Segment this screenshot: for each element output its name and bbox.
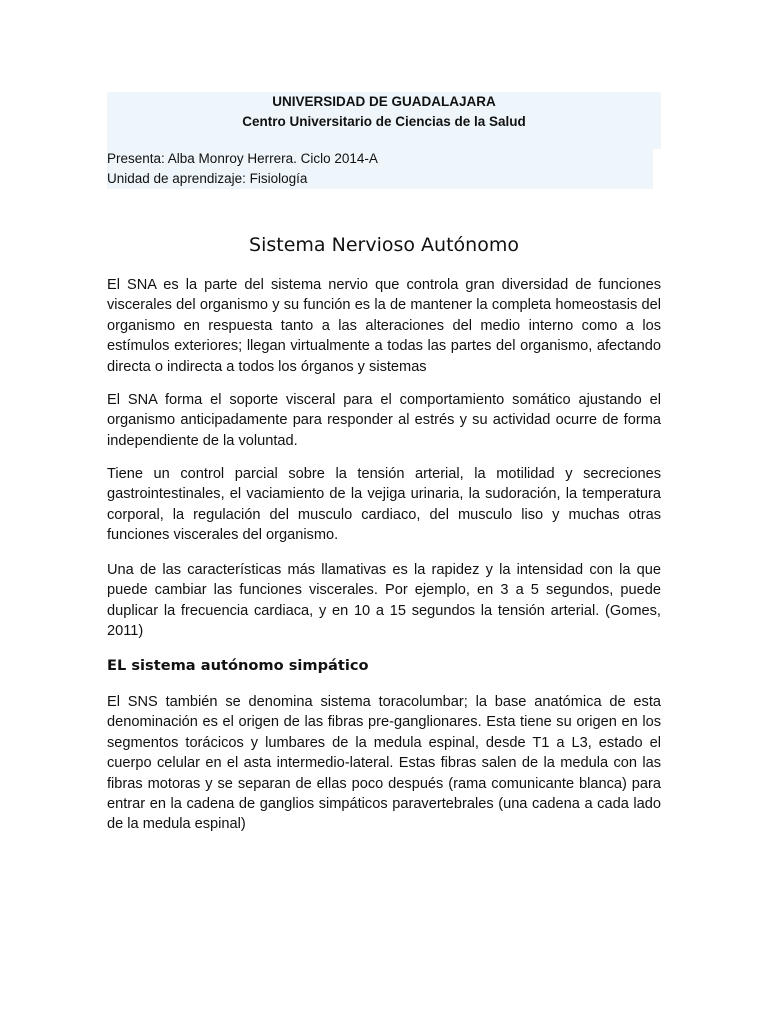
section-heading: EL sistema autónomo simpático	[107, 657, 369, 674]
center-name: Centro Universitario de Ciencias de la Salud	[242, 114, 526, 129]
paragraph: Tiene un control parcial sobre la tensión arterial, la motilidad y secreciones gastrointestinales, el vaciamiento de la vejiga urinaria, la sudoración, la temperatura corporal, la regulación del musculo cardiaco, del musculo liso y muchas otras funciones viscerales del organismo.	[107, 466, 661, 544]
institution-header	[107, 92, 661, 149]
paragraph: Una de las características más llamativas es la rapidez y la intensidad con la que puede cambiar las funciones viscerales. Por ejemplo, en 3 a 5 segundos, puede duplicar la frecuencia cardiaca, y en 10 a 15 segundos la tensión arterial. (Gomes, 2011)	[107, 562, 661, 640]
university-name: UNIVERSIDAD DE GUADALAJARA	[272, 94, 496, 109]
paragraph: El SNS también se denomina sistema toracolumbar; la base anatómica de esta denominación es el origen de las fibras pre-ganglionares. Esta tiene su origen en los segmentos torácicos y lumbares de la medula espinal, desde T1 a L3, estado el cuerpo celular en el asta intermedio-lateral. Estas fibras salen de la medula con las fibras motoras y se separan de ellas poco después (rama comunicante blanca) para entrar en la cadena de ganglios simpáticos paravertebrales (una cadena a cada lado de la medula espinal)	[107, 694, 661, 833]
document-title: Sistema Nervioso Autónomo	[249, 234, 519, 256]
paragraph: El SNA forma el soporte visceral para el comportamiento somático ajustando el organismo anticipadamente para responder al estrés y su actividad ocurre de forma independiente de la voluntad.	[107, 392, 661, 449]
presenter-line: Presenta: Alba Monroy Herrera. Ciclo 2014-A	[107, 151, 378, 166]
paragraph: El SNA es la parte del sistema nervio que controla gran diversidad de funciones viscerales del organismo y su función es la de mantener la completa homeostasis del organismo en respuesta tanto a las alteraciones del medio interno como a los estímulos exteriores; llegan virtualmente a todas las partes del organismo, afectando directa o indirecta a todos los órganos y sistemas	[107, 277, 661, 375]
unit-line: Unidad de aprendizaje: Fisiología	[107, 171, 308, 186]
presenter-info	[107, 149, 653, 189]
